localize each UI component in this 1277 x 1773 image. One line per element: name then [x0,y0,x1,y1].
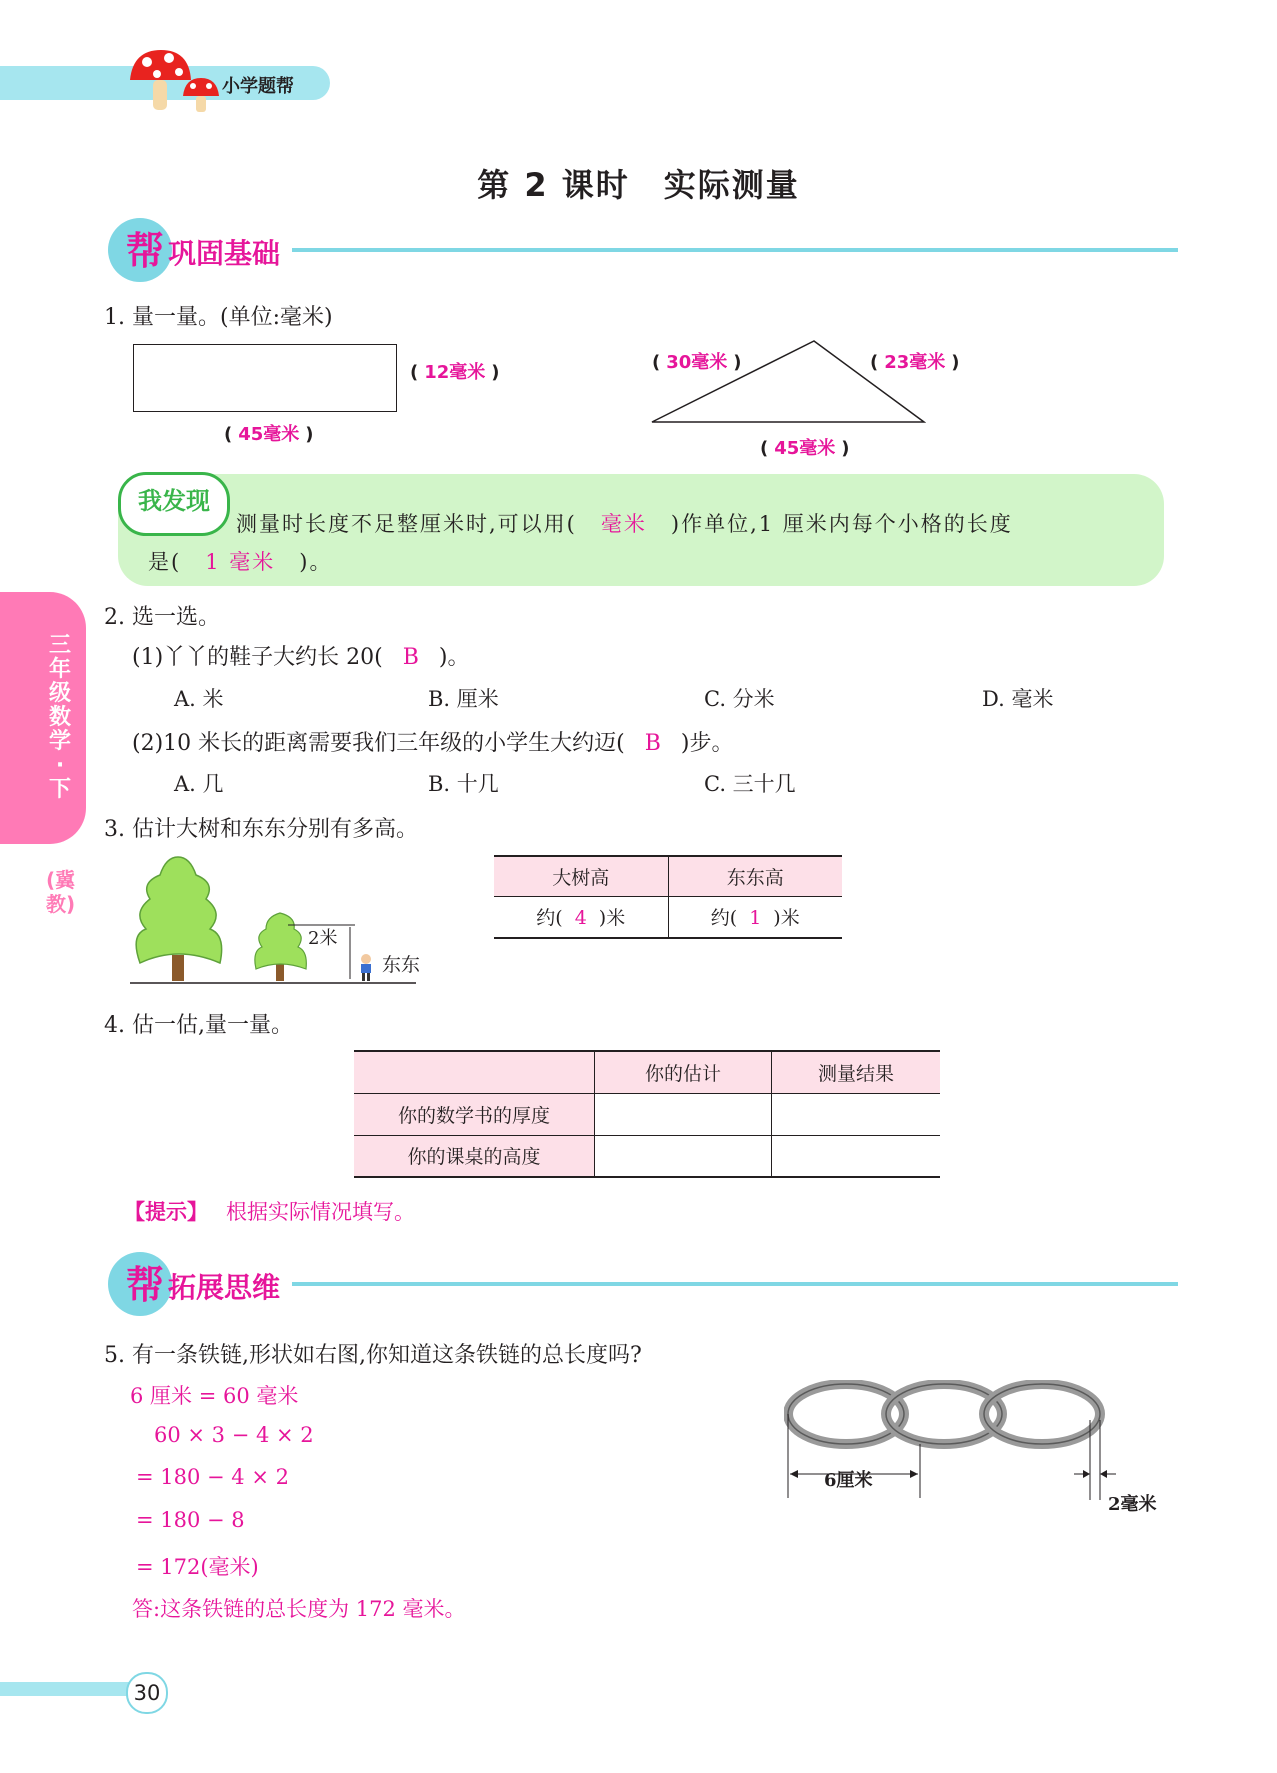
q5-solution-4: = 180 − 8 [136,1508,245,1532]
q2-part1-option-d: D. 毫米 [982,687,1054,711]
q2-part2-text-a: (2)10 米长的距离需要我们三年级的小学生大约迈( [132,731,625,756]
q3-post-1: )米 [598,907,626,930]
discover-text-1b: )作单位,1 厘米内每个小格的长度 [670,512,1013,536]
q2-part1-option-b: B. 厘米 [428,687,499,711]
q4-hint [124,1196,415,1226]
q2-title: 2. 选一选。 [104,605,220,630]
section-header-expand [108,1252,1178,1312]
q4-row-book: 你的数学书的厚度 [354,1093,595,1135]
q3-kid-label: 东东 [382,954,421,976]
side-tab-grade: 三年级数学·下 [48,633,71,802]
kid-head [361,954,371,964]
section-title: 拓展思维 [168,1271,281,1304]
q3-answer-kid: 1 [749,907,762,930]
q4-book-measure[interactable] [772,1093,941,1135]
q4-header-measure: 测量结果 [772,1051,941,1093]
q5-solution-3: = 180 − 4 × 2 [136,1465,289,1489]
section-divider [292,248,1178,252]
q3-answer-tree: 4 [574,907,587,930]
discover-text-2a: 是( [148,550,182,574]
q4-desk-estimate[interactable] [595,1135,772,1177]
q3-pre-2: 约( [710,907,738,930]
discover-blank-2: 1 毫米 [205,550,276,574]
q5-solution-2: 60 × 3 − 4 × 2 [154,1423,314,1447]
small-tree-crown [255,913,306,969]
q4-title: 4. 估一估,量一量。 [104,1013,293,1038]
q2-part1-text-b: )。 [438,645,470,670]
tree-and-kid-illustration [130,855,420,987]
section-title: 巩固基础 [168,237,281,270]
q3-table [494,855,842,939]
brand-name: 小学题帮 [222,76,294,97]
q1-tri-base-answer: ( 45毫米 ) [760,438,850,459]
q3-header-kid: 东东高 [668,856,842,896]
q1-rect-height-text: ( 12毫米 ) [410,362,500,383]
q4-hint-text: 根据实际情况填写。 [226,1200,415,1224]
q4-table [354,1050,940,1178]
q1-rect-width-answer: ( 45毫米 ) [224,424,314,445]
section-char: 帮 [126,228,165,273]
q2-part2-text-b: )步。 [680,731,734,756]
q3-pre-1: 约( [536,907,563,930]
q4-header-estimate: 你的估计 [595,1051,772,1093]
q3-cell-tree [494,896,668,938]
q1-title: 1. 量一量。(单位:毫米) [104,305,333,330]
q2-part2 [132,726,734,757]
q3-header-tree: 大树高 [494,856,668,896]
q2-part2-option-b: B. 十几 [428,772,499,796]
big-tree-crown [136,857,221,963]
side-tab-edition: (冀教) [46,868,76,916]
q2-part2-answer: B [644,731,661,756]
q5-title: 5. 有一条铁链,形状如右图,你知道这条铁链的总长度吗? [104,1343,642,1368]
discover-text-2b: )。 [299,550,333,574]
discover-line-2 [148,546,332,576]
q5-solution-5: = 172(毫米) [136,1555,259,1579]
section-divider [292,1282,1178,1286]
q4-hint-label: 【提示】 [124,1199,208,1224]
q2-part1-option-c: C. 分米 [704,687,775,711]
kid-body [361,964,371,973]
q3-title: 3. 估计大树和东东分别有多高。 [104,817,418,842]
page-footer-bar [0,1682,140,1696]
q4-header-blank [354,1051,595,1093]
q3-cell-kid [668,896,842,938]
discover-badge-text: 我发现 [138,487,210,515]
q1-tri-right-answer: ( 23毫米 ) [870,352,960,373]
q5-solution-1: 6 厘米 = 60 毫米 [130,1384,299,1408]
q2-part1-option-a: A. 米 [174,687,224,711]
discover-text-1a: 测量时长度不足整厘米时,可以用( [236,512,577,536]
q2-part1-text-a: (1)丫丫的鞋子大约长 20( [132,645,383,670]
q1-rect-height-answer [410,358,500,384]
mushroom-icon [125,44,225,114]
q2-part2-option-c: C. 三十几 [704,772,796,796]
q4-desk-measure[interactable] [772,1135,941,1177]
q4-row-desk: 你的课桌的高度 [354,1135,595,1177]
discover-line-1 [236,508,1013,538]
discover-blank-1: 毫米 [600,512,647,536]
q1-tri-left-answer: ( 30毫米 ) [652,352,742,373]
section-header-consolidate [108,218,1178,278]
q4-book-estimate[interactable] [595,1093,772,1135]
section-char: 帮 [126,1262,165,1307]
q2-part1 [132,640,470,671]
big-tree-trunk [172,955,184,981]
q2-part1-answer: B [402,645,419,670]
small-tree-trunk [276,963,284,981]
q3-post-2: )米 [773,907,800,930]
page-number: 30 [126,1672,168,1714]
q5-solution-6: 答:这条铁链的总长度为 172 毫米。 [132,1597,466,1621]
chain-thickness-label: 2毫米 [1108,1494,1157,1515]
q3-height-label: 2米 [308,928,338,949]
discover-badge [118,472,230,536]
q2-part2-option-a: A. 几 [174,772,224,796]
lesson-title: 第 2 课时 实际测量 [477,166,800,204]
chain-length-label: 6厘米 [824,1470,873,1491]
q1-rectangle [133,344,397,412]
